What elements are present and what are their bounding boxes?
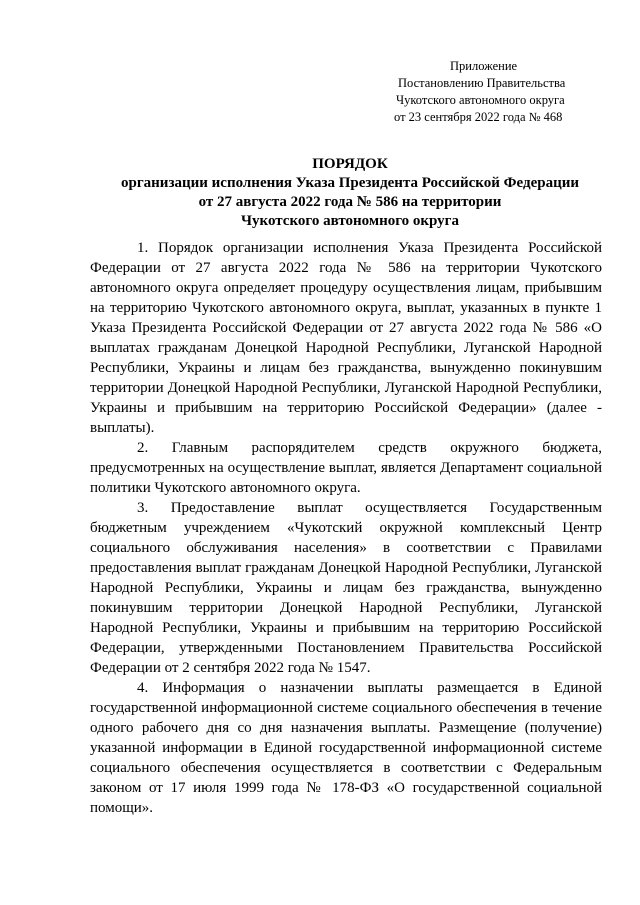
- appendix-line: Чукотского автономного округа: [396, 93, 565, 107]
- paragraph-3: 3. Предоставление выплат осуществляется Государственным бюджетным учреждением «Чукотский окружной комплексный Центр социального обслуживания населения» в соответствии с Правилами предоставления выплат гражданам Донецкой Народной Республики, Луганской Народной Республики, Украины и лицам без гражданства, вынужденно покинувшим территории Донецкой Народной Республики, Луганской Народной Республики, Украины и прибывшим на территорию Российской Федерации, утвержденными Постановлением Правительства Российской Федерации от 2 сентября 2022 года № 1547.: [90, 500, 602, 676]
- paragraph-1: 1. Порядок организации исполнения Указа Президента Российской Федерации от 27 августа 2022 года № 586 на территории Чукотского автономного округа определяет процедуру осуществления лицам, прибывшим на территорию Чукотского автономного округа, выплат, указанных в пункте 1 Указа Президента Российской Федерации от 27 августа 2022 года № 586 «О выплатах гражданам Донецкой Народной Республики, Луганской Народной Республики, Украины и лицам без гражданства, вынужденно покинувшим территории Донецкой Народной Республики, Луганской Народной Республики, Украины и прибывшим на территорию Российской Федерации» (далее - выплаты).: [90, 240, 602, 436]
- appendix-line: от 23 сентября 2022 года № 468: [394, 110, 563, 124]
- appendix-line: Приложение: [450, 59, 518, 73]
- title-line: от 27 августа 2022 года № 586 на территории: [198, 194, 502, 210]
- title-line: организации исполнения Указа Президента Российской Федерации: [121, 175, 579, 191]
- paragraph-2: 2. Главным распорядителем средств окружного бюджета, предусмотренных на осуществление выплат, является Департамент социальной политики Чукотского автономного округа.: [90, 440, 602, 496]
- document-title: [80, 155, 620, 231]
- title-line: Чукотского автономного округа: [241, 213, 459, 229]
- paragraph-4: 4. Информация о назначении выплаты размещается в Единой государственной информационной системе социального обеспечения в течение одного рабочего дня со дня назначения выплаты. Размещение (получение) указанной информации в Единой государственной информационной системе социального обеспечения осуществляется в соответствии с Федеральным законом от 17 июля 1999 года № 178-ФЗ «О государственной социальной помощи».: [90, 680, 602, 816]
- title-heading: ПОРЯДОК: [312, 156, 388, 172]
- appendix-header: [390, 58, 580, 126]
- appendix-line: Постановлению Правительства: [398, 76, 566, 90]
- document-body: [90, 238, 602, 818]
